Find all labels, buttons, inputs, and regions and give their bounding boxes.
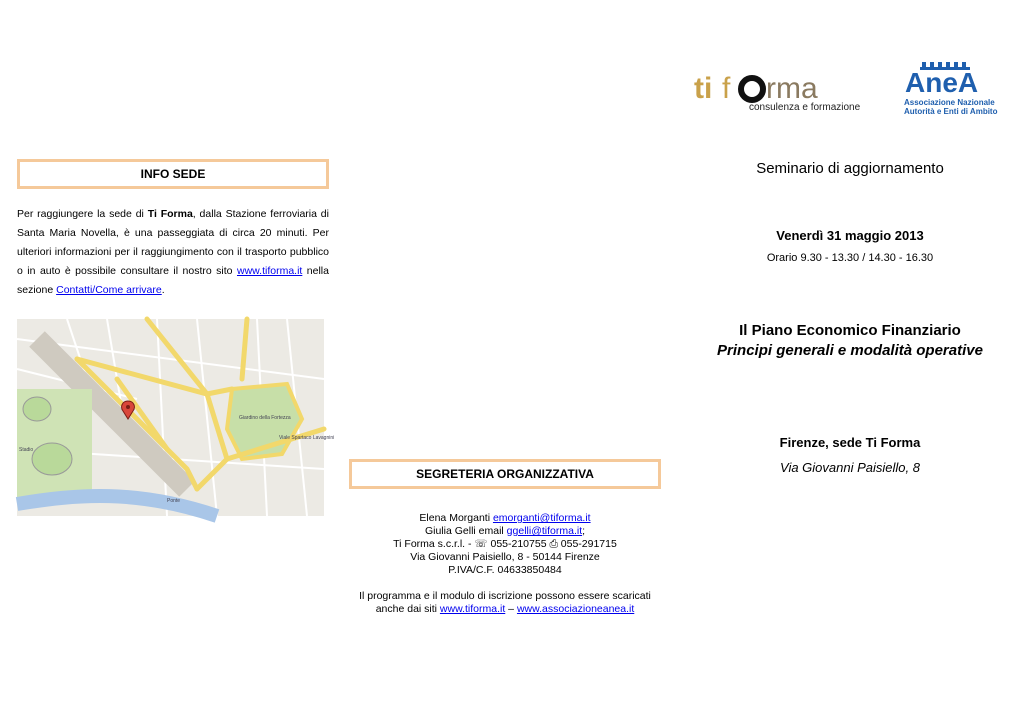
info-sede-heading: INFO SEDE <box>140 167 206 181</box>
download-links-line <box>340 603 670 616</box>
info-text-bold: Ti Forma <box>147 208 193 220</box>
download-note-line: Il programma e il modulo di iscrizione possono essere scaricati <box>359 590 651 602</box>
info-text-2: , dalla Stazione ferroviaria di Santa Maria Novella, è una passeggiata di circa 20 minuti. Per ulteriori informazioni per il raggiungimento con il trasporto pubblico o in auto è possibile consultare il nostro sito <box>17 208 329 277</box>
info-text-4: . <box>161 284 165 296</box>
contact-piva-line: P.IVA/C.F. 04633850484 <box>448 564 562 576</box>
map-stadium-label: Stadio <box>19 447 34 453</box>
info-sede-heading-box <box>17 159 329 189</box>
seminar-subtitle: Principi generali e modalità operative <box>717 342 983 359</box>
segreteria-heading: SEGRETERIA ORGANIZZATIVA <box>416 467 594 481</box>
segreteria-contacts <box>340 512 670 616</box>
contact-line-gelli <box>340 525 670 538</box>
anea-site-link[interactable]: www.associazioneanea.it <box>516 603 635 615</box>
svg-text:ti: ti <box>694 72 713 105</box>
contact-name-morganti: Elena Morganti <box>419 512 493 524</box>
anea-logo <box>900 60 998 120</box>
contact-phone-line: Ti Forma s.c.r.l. - ☏ 055-210755 ⎙ 055-291715 <box>393 538 617 550</box>
tiforma-tagline: consulenza e formazione <box>749 102 861 113</box>
svg-text:f: f <box>722 72 731 105</box>
contact-line-morganti <box>340 512 670 525</box>
download-prefix: anche dai siti <box>375 603 440 615</box>
contact-gelli-suffix: ; <box>582 525 586 537</box>
email-morganti-link[interactable]: emorganti@tiforma.it <box>492 512 591 524</box>
seminar-label: Seminario di aggiornamento <box>756 160 944 177</box>
contatti-link[interactable]: Contatti/Come arrivare <box>56 284 162 296</box>
map-garden-label: Giardino della Fortezza <box>239 415 291 421</box>
tiforma-link[interactable]: www.tiforma.it <box>236 265 303 277</box>
svg-text:rma: rma <box>766 72 818 105</box>
map-graphic <box>17 319 335 516</box>
email-gelli-link[interactable]: ggelli@tiforma.it <box>506 525 583 537</box>
download-separator: – <box>505 603 517 615</box>
seminar-hours: Orario 9.30 - 13.30 / 14.30 - 16.30 <box>766 252 934 264</box>
tiforma-logo <box>694 70 864 120</box>
contact-address-line: Via Giovanni Paisiello, 8 - 50144 Firenze <box>410 551 600 563</box>
contact-name-gelli: Giulia Gelli email <box>424 525 507 537</box>
map-ponte-label: Ponte <box>167 498 181 504</box>
map-viale-label: Viale Spartaco Lavagnini <box>279 435 335 441</box>
anea-line1: Associazione Nazionale <box>904 98 995 107</box>
svg-text:AneA: AneA <box>905 67 979 98</box>
info-text-3: nella sezione <box>17 265 329 296</box>
anea-line2: Autorità e Enti di Ambito <box>904 107 998 116</box>
location-map[interactable] <box>17 319 335 516</box>
tiforma-site-link[interactable]: www.tiforma.it <box>439 603 506 615</box>
info-sede-paragraph <box>17 205 329 300</box>
anea-logo-graphic <box>900 60 995 98</box>
segreteria-heading-box <box>349 459 661 489</box>
venue-name: Firenze, sede Ti Forma <box>779 435 921 450</box>
seminar-date: Venerdì 31 maggio 2013 <box>776 228 924 243</box>
venue-address: Via Giovanni Paisiello, 8 <box>780 460 920 475</box>
spacer <box>340 577 670 590</box>
seminar-title: Il Piano Economico Finanziario <box>739 322 961 339</box>
info-text-1: Per raggiungere la sede di <box>17 208 148 220</box>
